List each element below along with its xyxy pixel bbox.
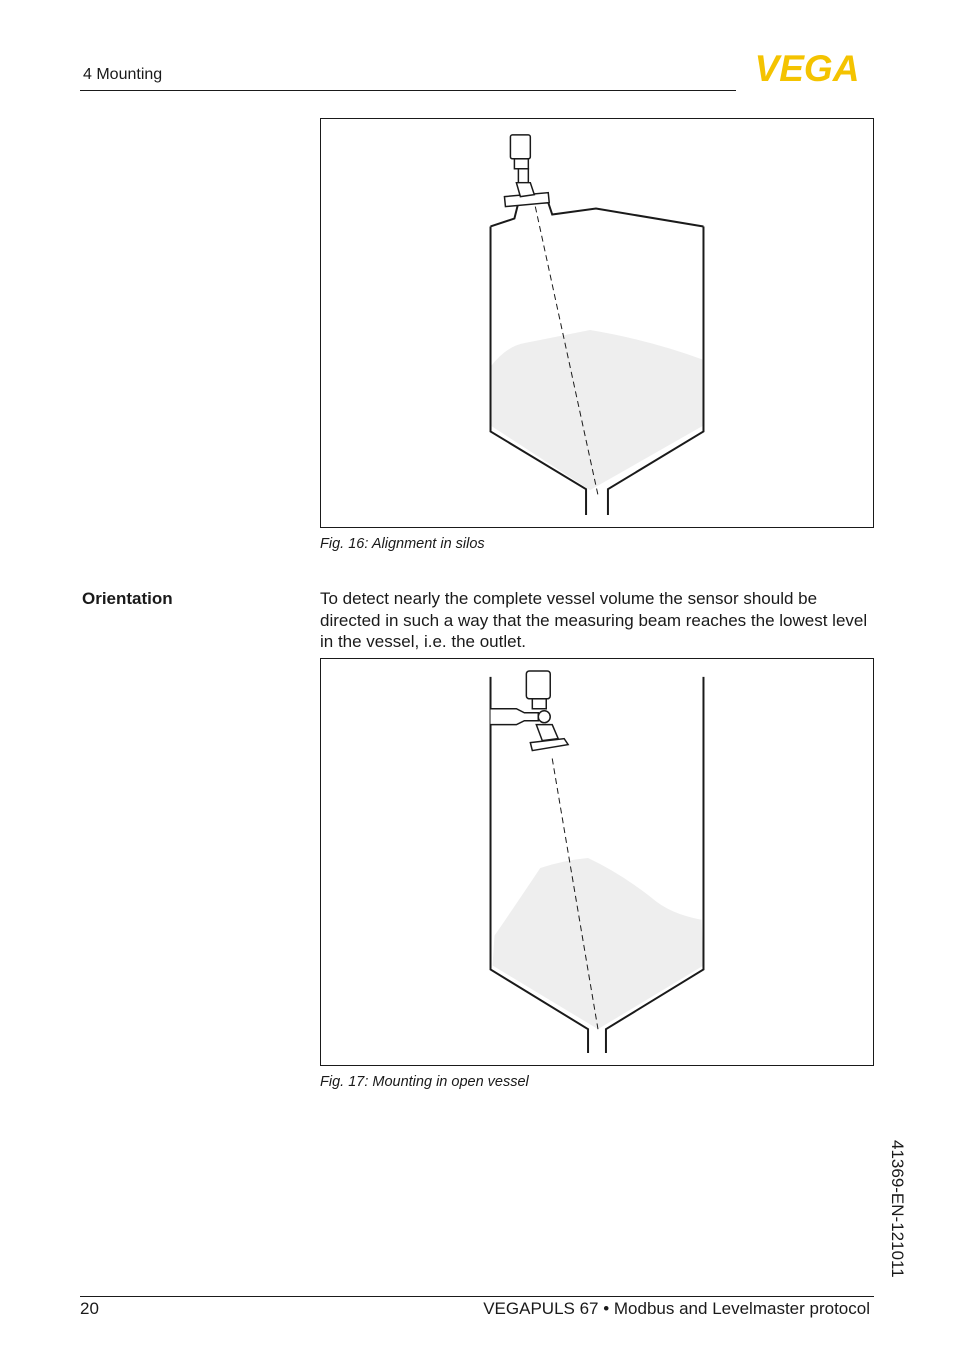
mounting-bracket: [491, 709, 539, 725]
figure-caption: Fig. 17: Mounting in open vessel: [320, 1074, 529, 1090]
radar-sensor: [504, 135, 549, 207]
figure-alignment-in-silos: [320, 118, 874, 528]
bulk-material: [491, 330, 704, 490]
page-number: 20: [80, 1299, 99, 1318]
section-header: 4 Mounting: [83, 66, 163, 83]
bulk-material: [493, 858, 704, 1029]
section-heading: Orientation: [82, 589, 173, 608]
body-paragraph: To detect nearly the complete vessel volume the sensor should be directed in such a way that the measuring beam reaches the lowest level in the vessel, i.e. the outlet.: [320, 589, 868, 651]
figure-mounting-open-vessel: [320, 658, 874, 1066]
footer-title: VEGAPULS 67 • Modbus and Levelmaster protocol: [483, 1299, 870, 1318]
logo-text: VEGA: [754, 52, 860, 84]
figure-caption: Fig. 16: Alignment in silos: [320, 536, 485, 552]
silo-illustration: [321, 119, 873, 527]
vega-logo: [742, 52, 872, 84]
header-divider: [80, 90, 736, 91]
radar-sensor: [526, 671, 568, 751]
silo-roof: [491, 203, 704, 227]
document-id: 41369-EN-121011: [888, 1140, 907, 1278]
open-vessel-illustration: [321, 659, 873, 1065]
footer-divider: [80, 1296, 874, 1297]
